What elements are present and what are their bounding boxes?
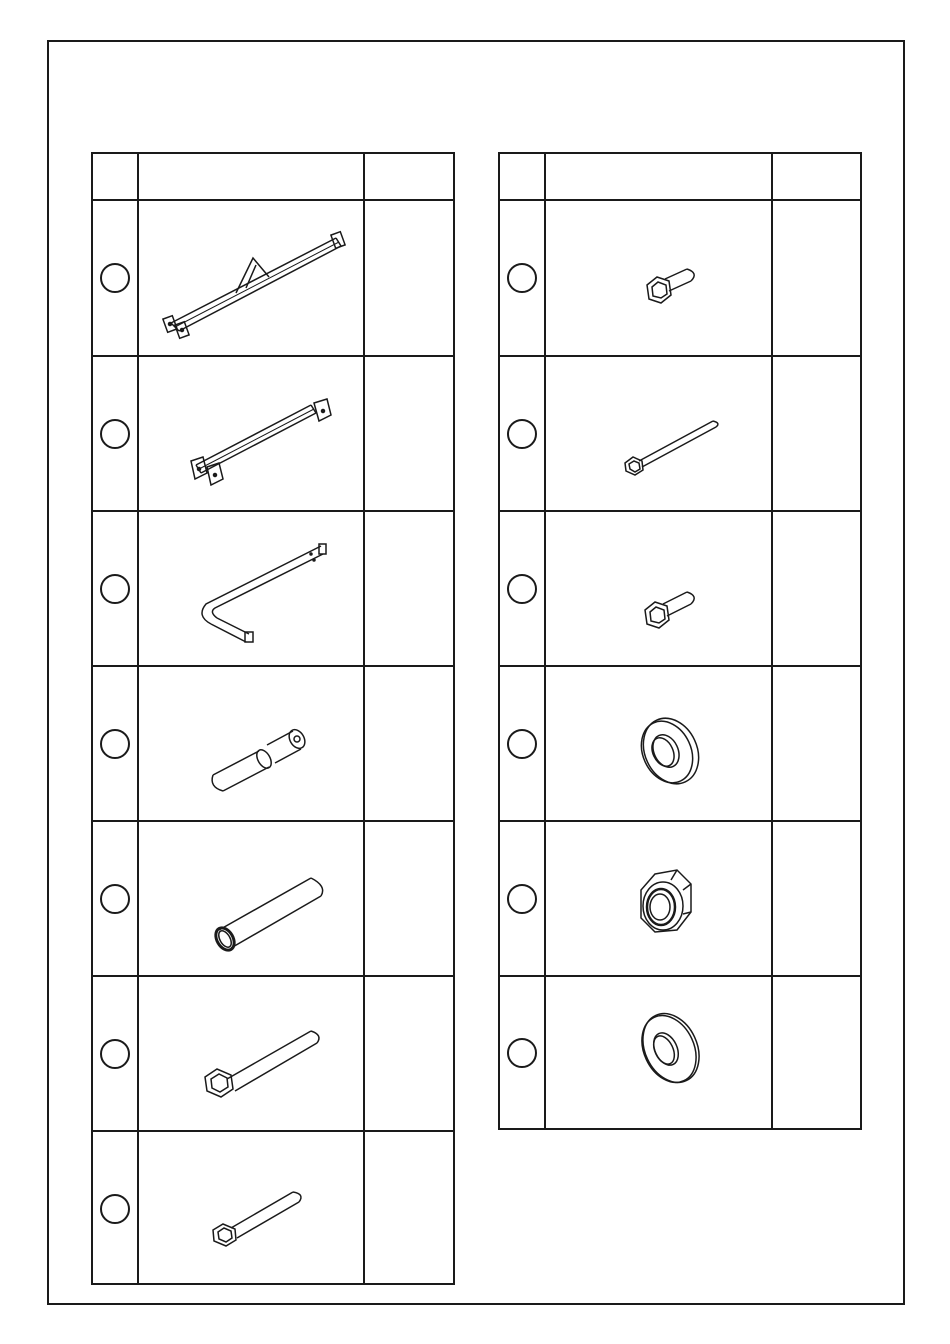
header-no [93,154,137,199]
medium-hex-bolt-icon [139,1132,363,1285]
t-frame-bar-icon [139,201,363,355]
thick-washer-icon [546,667,771,820]
part-number-circle [100,419,130,449]
table-row [500,820,860,975]
sleeve-tube-icon [139,822,363,975]
part-number-circle [507,263,537,293]
part-number-circle [507,574,537,604]
parts-table-right [498,152,862,1130]
table-row [93,665,453,820]
part-quantity [773,512,860,665]
table-row [93,355,453,510]
long-hex-bolt-icon [139,977,363,1130]
thin-long-bolt-icon [546,357,771,510]
part-number-circle [507,419,537,449]
table-row [93,820,453,975]
flat-washer-icon [546,977,771,1128]
stepped-axle-icon [139,667,363,820]
part-number-circle [507,1038,537,1068]
part-quantity [773,822,860,975]
table-row [93,975,453,1130]
part-quantity [365,357,453,510]
part-quantity [773,357,860,510]
lock-nut-icon [546,822,771,975]
part-number-circle [100,729,130,759]
part-number-circle [100,1194,130,1224]
part-quantity [773,667,860,820]
header-no [500,154,544,199]
part-quantity [365,667,453,820]
part-number-circle [100,263,130,293]
cross-bar-bracket-icon [139,357,363,510]
table-row [93,1130,453,1285]
header-description [139,154,363,199]
part-number-circle [100,884,130,914]
part-quantity [365,512,453,665]
part-number-circle [100,1039,130,1069]
short-hex-bolt-icon [546,201,771,355]
header-qty [773,154,860,199]
part-number-circle [507,729,537,759]
table-row [500,975,860,1128]
table-row [500,510,860,665]
part-number-circle [507,884,537,914]
part-quantity [773,977,860,1128]
table-row [500,199,860,355]
part-quantity [365,977,453,1130]
part-quantity [365,1132,453,1285]
table-row [500,355,860,510]
part-number-circle [100,574,130,604]
header-description [546,154,771,199]
parts-table-left [91,152,455,1285]
header-qty [365,154,453,199]
table-row [93,199,453,355]
table-header [500,154,860,199]
part-quantity [365,822,453,975]
short-hex-bolt-2-icon [546,512,771,665]
table-row [500,665,860,820]
l-shaped-tube-icon [139,512,363,665]
table-header [93,154,453,199]
table-row [93,510,453,665]
part-quantity [773,201,860,355]
part-quantity [365,201,453,355]
